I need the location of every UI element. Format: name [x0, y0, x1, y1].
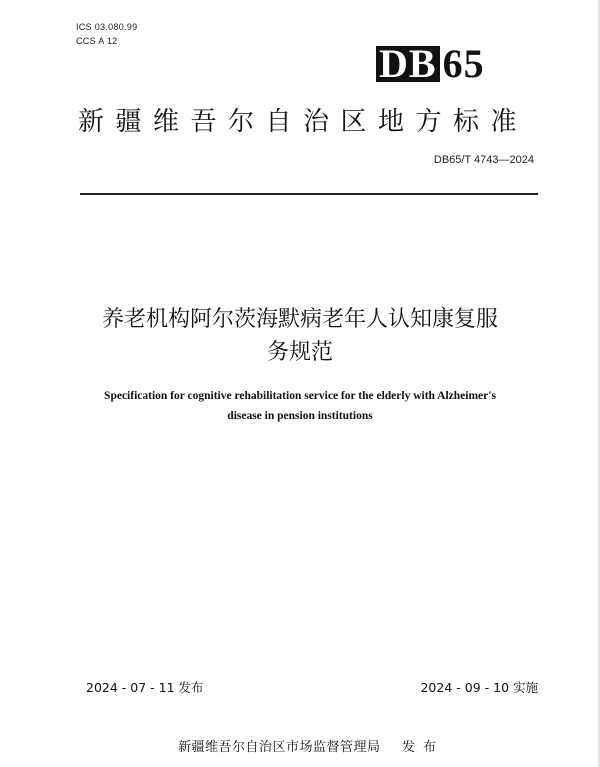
logo-number: 65 — [442, 41, 485, 86]
classification-codes — [76, 20, 137, 48]
issuer-name: 新疆维吾尔自治区市场监督管理局 — [178, 740, 381, 755]
english-title-line-1: Specification for cognitive rehabilitation service for the elderly with Alzheimer's — [104, 390, 496, 402]
english-title-line-2: disease in pension institutions — [227, 410, 373, 422]
ccs-code: CCS A 12 — [76, 36, 118, 46]
header-divider — [80, 193, 538, 195]
implement-date: 2024 - 09 - 10 实施 — [420, 680, 538, 695]
standard-number: DB65/T 4743—2024 — [433, 154, 534, 166]
logo-prefix: DB — [376, 46, 440, 82]
document-title — [60, 303, 540, 369]
org-title: 新疆维吾尔自治区地方标准 — [78, 107, 529, 137]
db-logo — [376, 40, 485, 87]
publish-date: 2024 - 07 - 11 发布 — [86, 680, 204, 695]
title-line-2: 务规范 — [266, 340, 333, 365]
issuer-action: 发布 — [402, 740, 445, 755]
ics-code: ICS 03.080.99 — [76, 22, 138, 32]
title-line-1: 养老机构阿尔茨海默病老年人认知康复服 — [101, 307, 498, 332]
english-title — [60, 386, 540, 426]
